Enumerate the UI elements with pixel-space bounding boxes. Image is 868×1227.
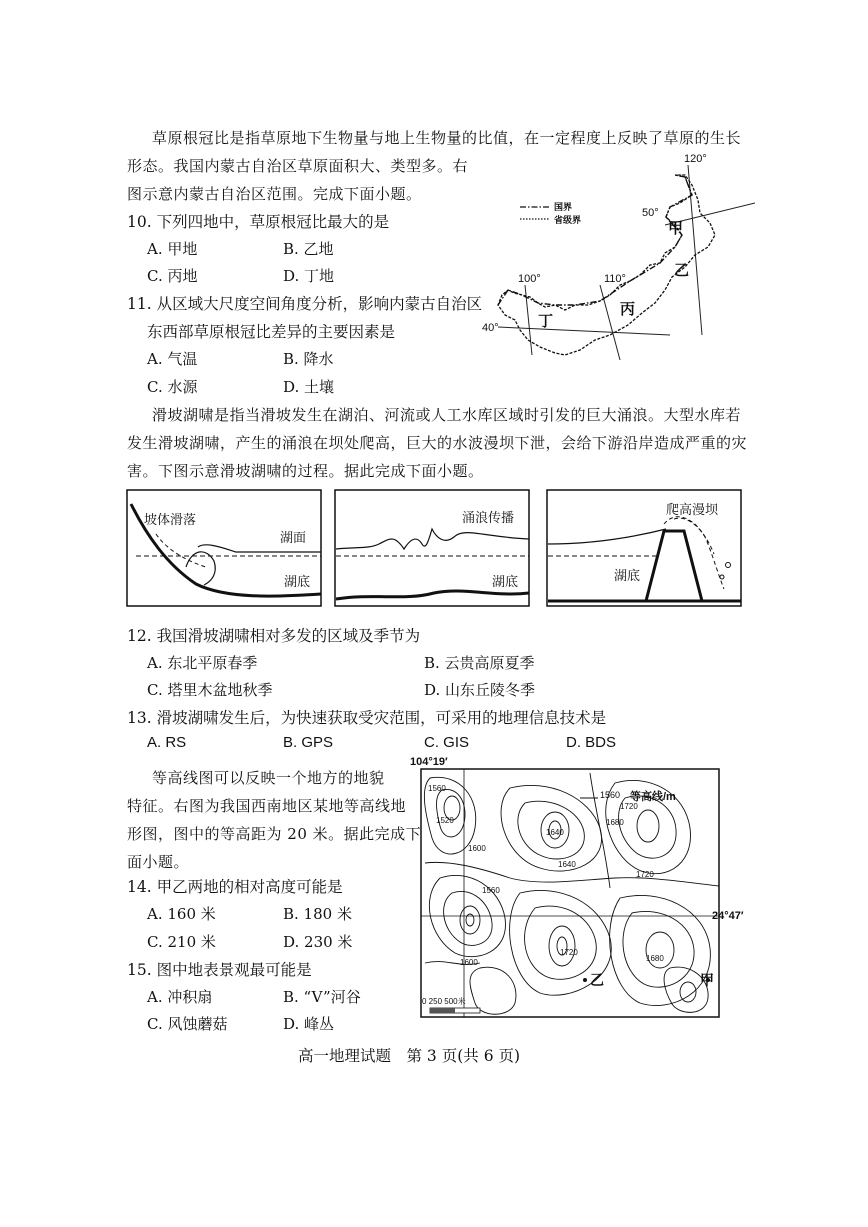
lon-100-label: 100° [518,273,541,285]
q14-stem: 14. 甲乙两地的相对高度可能是 [127,878,343,896]
q11-option-d[interactable]: D. 土壤 [283,378,335,396]
legend-national-border: 国界 [554,202,573,212]
q15-stem: 15. 图中地表景观最可能是 [127,961,312,979]
q11-option-c[interactable]: C. 水源 [147,378,198,396]
q12-option-c[interactable]: C. 塔里木盆地秋季 [147,681,273,699]
page-footer: 高一地理试题 第 3 页(共 6 页) [298,1047,521,1065]
contour-label-11: 1600 [460,958,478,967]
intro2-line2: 发生滑坡湖啸，产生的涌浪在坝处爬高，巨大的水波漫坝下泄，会给下游沿岸造成严重的灾 [127,434,748,452]
contour-label-4: 1680 [606,818,624,827]
label-ding: 丁 [538,313,554,330]
q11-stem-line2: 东西部草原根冠比差异的主要因素是 [147,323,396,341]
contour-label-12: 1720 [560,948,578,957]
q13-option-a[interactable]: A. RS [147,734,187,751]
legend-contour-label: 等高线/m [630,791,676,803]
panel1-title: 坡体滑落 [144,512,197,527]
label-yi: 乙 [674,262,690,279]
q11-option-b[interactable]: B. 降水 [283,350,334,368]
lon-110-label: 110° [604,273,626,285]
q14-option-d[interactable]: D. 230 米 [283,933,353,951]
inner-mongolia-map [470,155,755,370]
q15-option-c[interactable]: C. 风蚀蘑菇 [147,1015,228,1033]
q10-option-b[interactable]: B. 乙地 [283,240,334,258]
contour-label-1: 1560 [428,784,446,793]
label-jia: 甲 [668,220,684,237]
contour-label-3: 1640 [546,828,564,837]
contour-label-5: 1720 [620,802,638,811]
q10-stem: 10. 下列四地中，草原根冠比最大的是 [127,213,390,231]
intro1-line1: 草原根冠比是指草原地下生物量与地上生物量的比值，在一定程度上反映了草原的生长 [152,129,742,147]
lon-120-label: 120° [684,153,707,165]
q12-option-a[interactable]: A. 东北平原春季 [147,654,258,672]
scale-bar-label: 0 250 500米 [422,997,466,1006]
q10-option-a[interactable]: A. 甲地 [147,240,198,258]
contour-label-6: 1600 [468,844,486,853]
lon-label: 104°19′ [410,756,448,768]
intro3-line4: 面小题。 [127,853,190,871]
contour-label-7: 1640 [558,860,576,869]
q12-stem: 12. 我国滑坡湖啸相对多发的区域及季节为 [127,627,421,645]
lat-label: 24°47′ [712,910,744,922]
legend-provincial-border: 省级界 [554,215,582,225]
q12-option-b[interactable]: B. 云贵高原夏季 [424,654,535,672]
q14-option-c[interactable]: C. 210 米 [147,933,216,951]
lat-50-label: 50° [642,207,659,219]
q13-option-b[interactable]: B. GPS [283,734,334,751]
panel2-lake-bottom: 湖底 [492,574,519,589]
contour-label-10: 1680 [646,954,664,963]
q11-stem-line1: 11. 从区域大尺度空间角度分析，影响内蒙古自治区 [127,295,483,313]
point-jia: 甲 [700,972,714,988]
lat-40-label: 40° [482,322,499,334]
q10-option-c[interactable]: C. 丙地 [147,267,198,285]
q12-option-d[interactable]: D. 山东丘陵冬季 [424,681,536,699]
panel1-lake-surface: 湖面 [280,530,307,545]
intro1-line2: 形态。我国内蒙古自治区草原面积大、类型多。右 [127,157,469,175]
intro2-line3: 害。下图示意滑坡湖啸的过程。据此完成下面小题。 [127,462,484,480]
intro1-line3: 图示意内蒙古自治区范围。完成下面小题。 [127,185,422,203]
panel3-title: 爬高漫坝 [666,502,719,517]
intro3-line3: 形图，图中的等高距为 20 米。据此完成下 [127,825,422,843]
legend-contour-value: 1560 [600,790,621,800]
landslide-tsunami-diagram [126,489,744,609]
q10-option-d[interactable]: D. 丁地 [283,267,335,285]
contour-label-9: 1720 [636,870,654,879]
q14-option-b[interactable]: B. 180 米 [283,905,352,923]
intro2-line1: 滑坡湖啸是指当滑坡发生在湖泊、河流或人工水库区域时引发的巨大涌浪。大型水库若 [152,406,742,424]
q13-option-c[interactable]: C. GIS [424,734,470,751]
q15-option-b[interactable]: B. “V”河谷 [283,988,361,1006]
intro3-line1: 等高线图可以反映一个地方的地貌 [152,769,385,787]
q11-option-a[interactable]: A. 气温 [147,350,198,368]
intro3-line2: 特征。右图为我国西南地区某地等高线地 [127,797,407,815]
label-bing: 丙 [620,301,636,318]
q13-option-d[interactable]: D. BDS [566,734,617,751]
q13-stem: 13. 滑坡湖啸发生后，为快速获取受灾范围，可采用的地理信息技术是 [127,709,607,727]
contour-label-2: 1520 [436,816,454,825]
panel1-lake-bottom: 湖底 [284,574,311,589]
panel3-lake-bottom: 湖底 [614,568,641,583]
contour-map [410,758,750,1020]
contour-label-8: 1560 [482,886,500,895]
q14-option-a[interactable]: A. 160 米 [147,905,216,923]
panel2-title: 涌浪传播 [462,510,515,525]
q15-option-d[interactable]: D. 峰丛 [283,1015,335,1033]
q15-option-a[interactable]: A. 冲积扇 [147,988,213,1006]
point-yi: 乙 [590,972,604,988]
